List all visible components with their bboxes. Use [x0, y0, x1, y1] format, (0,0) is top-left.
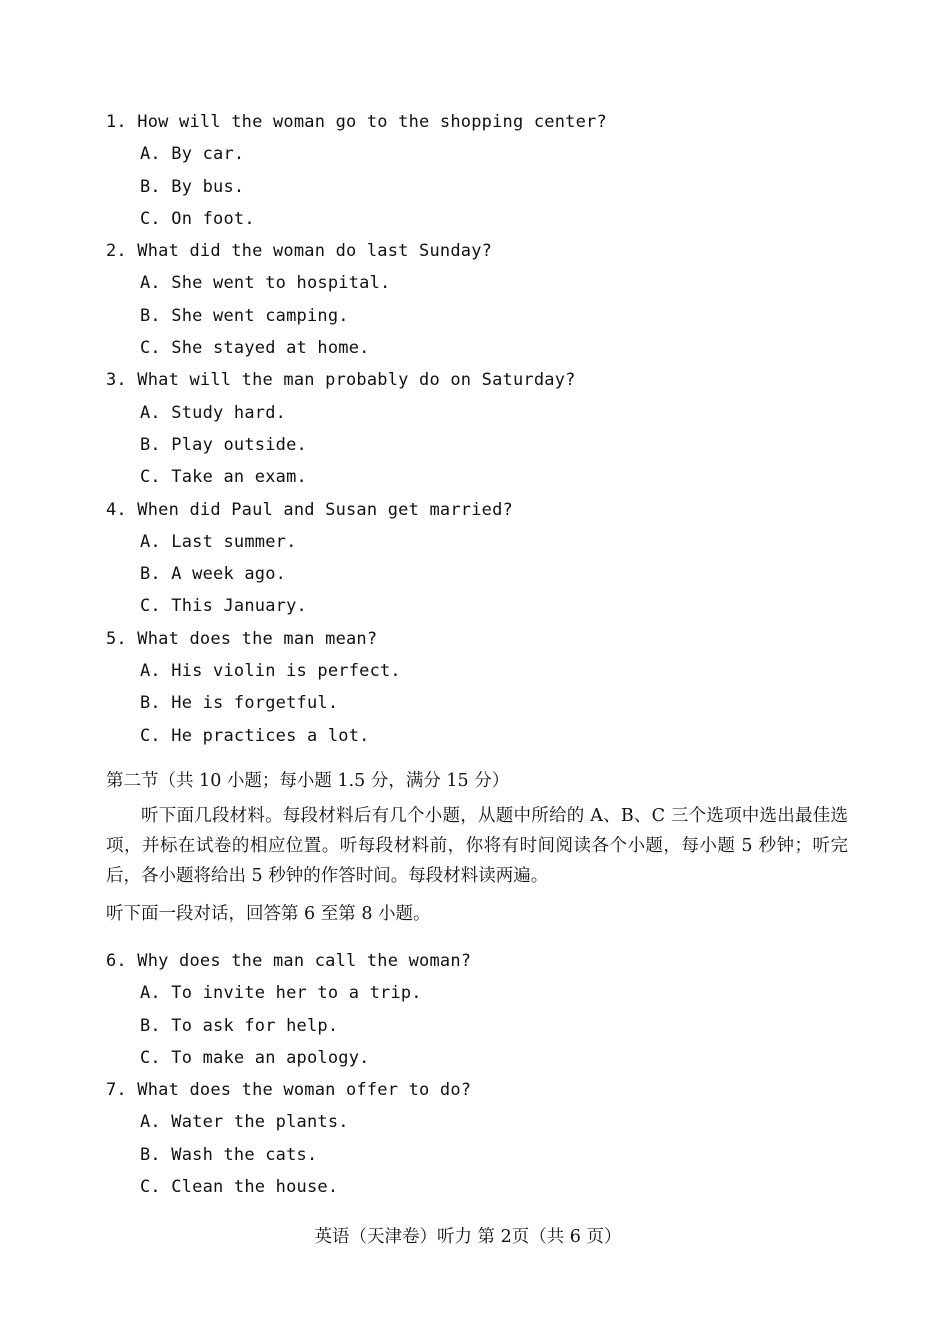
page-footer: 英语（天津卷）听力 第 2页（共 6 页） — [314, 1227, 622, 1247]
option-c: C. This January. — [140, 596, 307, 617]
option-a: A. To invite her to a trip. — [140, 983, 422, 1004]
question-5 — [106, 623, 846, 752]
option-a: A. By car. — [140, 144, 245, 165]
option-b: B. Play outside. — [140, 434, 307, 455]
option-b: B. Wash the cats. — [140, 1144, 318, 1165]
question-stem: 1. How will the woman go to the shopping center? — [106, 112, 607, 132]
option-b: B. She went camping. — [140, 305, 349, 326]
question-3 — [106, 364, 846, 493]
option-c: C. He practices a lot. — [140, 725, 370, 746]
option-c: C. Clean the house. — [140, 1177, 339, 1198]
question-block-part1 — [106, 106, 846, 752]
question-stem: 5. What does the man mean? — [106, 628, 378, 649]
option-a: A. She went to hospital. — [140, 273, 391, 294]
question-stem: 6. Why does the man call the woman? — [106, 951, 472, 971]
dialogue-instruction: 听下面一段对话，回答第 6 至第 8 小题。 — [106, 904, 431, 924]
question-4 — [106, 494, 846, 623]
question-1 — [106, 106, 846, 235]
section-heading: 第二节（共 10 小题；每小题 1.5 分，满分 15 分） — [106, 771, 510, 791]
option-a: A. Last summer. — [140, 531, 297, 552]
question-stem: 7. What does the woman offer to do? — [106, 1080, 472, 1101]
question-stem: 3. What will the man probably do on Saturday? — [106, 370, 576, 391]
option-c: C. She stayed at home. — [140, 338, 370, 359]
option-b: B. By bus. — [140, 176, 245, 197]
option-b: B. To ask for help. — [140, 1015, 339, 1036]
question-stem: 2. What did the woman do last Sunday? — [106, 241, 493, 262]
option-a: A. His violin is perfect. — [140, 661, 401, 682]
option-c: C. On foot. — [140, 208, 255, 229]
section-instructions: 听下面几段材料。每段材料后有几个小题，从题中所给的 A、B、C 三个选项中选出最佳选项，并标在试卷的相应位置。听每段材料前，你将有时间阅读各个小题，每小题 5 秒钟；听完后，各小题将给出 5 秒钟的作答时间。每段材料读两遍。 — [106, 806, 848, 886]
option-c: C. Take an exam. — [140, 467, 307, 488]
option-b: B. He is forgetful. — [140, 693, 339, 714]
question-2 — [106, 235, 846, 364]
question-block-part2 — [106, 945, 846, 1203]
option-b: B. A week ago. — [140, 564, 287, 585]
question-6 — [106, 945, 846, 1074]
option-a: A. Study hard. — [140, 402, 287, 423]
question-7 — [106, 1074, 846, 1203]
option-a: A. Water the plants. — [140, 1112, 349, 1133]
question-stem: 4. When did Paul and Susan get married? — [106, 499, 513, 520]
option-c: C. To make an apology. — [140, 1047, 370, 1068]
